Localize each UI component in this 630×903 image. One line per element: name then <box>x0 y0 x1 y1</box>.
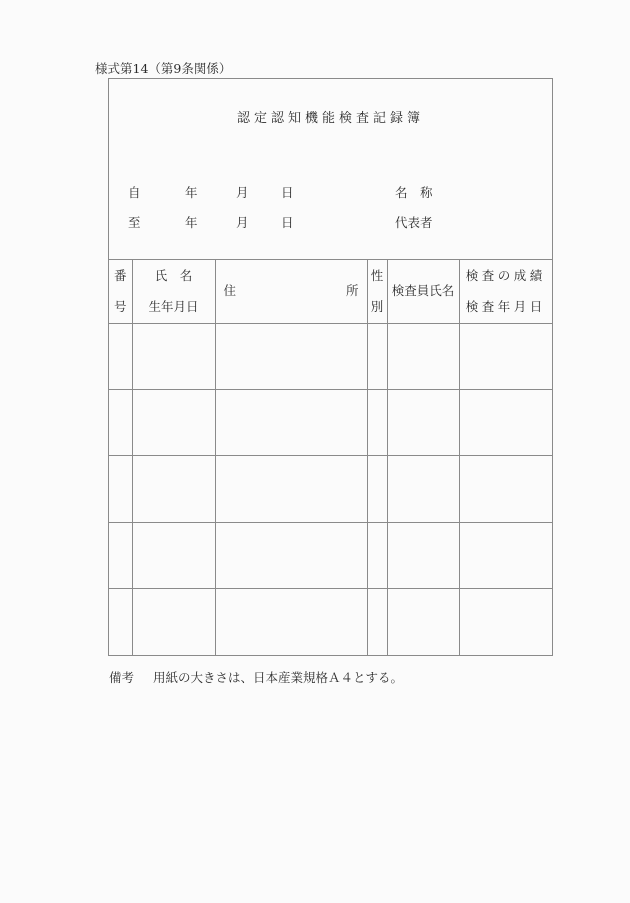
header-sex-line2: 別 <box>370 298 384 314</box>
table-cell <box>387 390 459 456</box>
table-cell <box>459 323 552 389</box>
table-cell <box>387 323 459 389</box>
document-title: 認定認知機能検査記録簿 <box>236 111 424 126</box>
table-cell <box>132 456 215 522</box>
header-sex <box>367 260 387 323</box>
table-row <box>109 390 552 456</box>
table-row <box>109 522 552 588</box>
table-cell <box>132 323 215 389</box>
header-birthdate-line: 生年月日 <box>148 298 199 314</box>
remarks <box>109 670 403 686</box>
year-label: 年 <box>185 185 198 200</box>
table-cell <box>367 522 387 588</box>
table-row <box>109 456 552 522</box>
form-number-label: 様式第14（第9条関係） <box>95 61 232 76</box>
table-cell <box>459 456 552 522</box>
table-cell <box>367 390 387 456</box>
table-cell <box>215 323 367 389</box>
table-cell <box>367 456 387 522</box>
header-result <box>459 260 552 323</box>
header-examiner-label: 検査員氏名 <box>391 283 455 299</box>
header-number-line2: 号 <box>113 298 127 314</box>
form-border-box <box>108 78 553 656</box>
month-label: 月 <box>236 215 249 230</box>
header-result-line1: 検査の成績 <box>465 268 546 283</box>
remarks-label: 備考 <box>109 670 135 685</box>
period-to-row <box>109 215 552 230</box>
name-field-label: 名 称 <box>395 185 433 200</box>
table-cell <box>367 323 387 389</box>
table-cell <box>387 522 459 588</box>
header-result-line2: 検査年月日 <box>465 298 546 314</box>
period-to-label: 至 <box>128 215 141 230</box>
table-row <box>109 589 552 655</box>
remarks-text: 用紙の大きさは、日本産業規格Ａ４とする。 <box>153 670 404 685</box>
table-cell <box>387 589 459 655</box>
header-name-line: 氏 名 <box>154 268 193 283</box>
day-label: 日 <box>281 215 294 230</box>
table-cell <box>387 456 459 522</box>
table-cell <box>109 522 132 588</box>
table-cell <box>109 456 132 522</box>
header-name-birthdate <box>132 260 215 323</box>
header-address-left: 住 <box>223 283 237 299</box>
table-cell <box>459 522 552 588</box>
table-cell <box>109 323 132 389</box>
header-number-line1: 番 <box>113 268 127 283</box>
table-cell <box>132 390 215 456</box>
month-label: 月 <box>236 185 249 200</box>
table-header-row <box>109 260 552 323</box>
table-cell <box>132 589 215 655</box>
representative-field-label: 代表者 <box>395 215 433 230</box>
table-cell <box>109 589 132 655</box>
header-examiner <box>387 260 459 323</box>
period-from-label: 自 <box>128 185 141 200</box>
header-number <box>109 260 132 323</box>
day-label: 日 <box>281 185 294 200</box>
table-cell <box>109 390 132 456</box>
table-cell <box>215 456 367 522</box>
table-cell <box>459 589 552 655</box>
header-sex-line1: 性 <box>370 268 384 283</box>
table-row <box>109 323 552 389</box>
header-address-right: 所 <box>345 283 359 299</box>
table-cell <box>215 522 367 588</box>
period-from-row <box>109 185 552 200</box>
header-address <box>215 260 367 323</box>
table-cell <box>215 390 367 456</box>
table-cell <box>367 589 387 655</box>
record-table-wrap <box>109 259 552 655</box>
table-cell <box>459 390 552 456</box>
year-label: 年 <box>185 215 198 230</box>
table-cell <box>215 589 367 655</box>
record-table <box>109 260 552 655</box>
table-cell <box>132 522 215 588</box>
